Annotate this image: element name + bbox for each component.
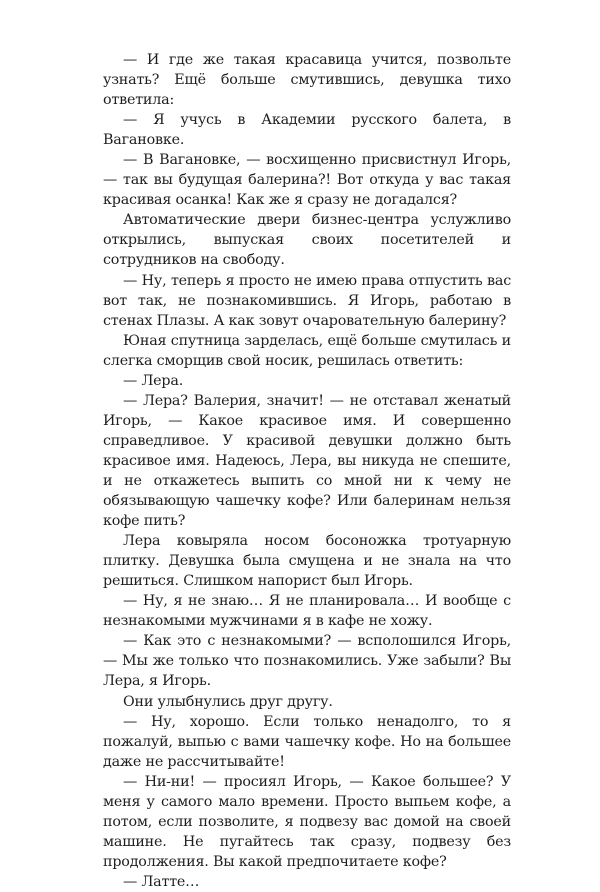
page-text — [103, 50, 511, 892]
paragraph: — Как это с незнакомыми? — всполошился Игорь, — Мы же только что познакомились. Уже забыли? Вы Лера, я Игорь. — [103, 633, 511, 690]
paragraph: — Латте… — [123, 873, 200, 890]
paragraph: Автоматические двери бизнес-центра услужливо открылись, выпуская своих посетителей и сотрудников на свободу. — [103, 212, 511, 269]
paragraph: Они улыбнулись друг другу. — [123, 693, 333, 710]
paragraph: — Я учусь в Академии русского балета, в Вагановке. — [103, 112, 511, 149]
paragraph: — Лера? Валерия, значит! — не отставал женатый Игорь, — Какое красивое имя. И совершенно справедливое. У красивой девушки должно быть красивое имя. Надеюсь, Лера, вы никуда не спешите, и не откажетесь выпить со мной ни к чему не обязывающую чашечку кофе? Или балеринам нельзя кофе пить? — [103, 392, 511, 530]
paragraph: — Ни-ни! — просиял Игорь, — Какое большее? У меня у самого мало времени. Просто выпьем кофе, а потом, если позволите, я подвезу вас домой на своей машине. Не пугайтесь так сразу, подвезу без продолжения. Вы какой предпочитаете кофе? — [103, 773, 511, 870]
paragraph: — Лера. — [123, 372, 184, 389]
paragraph: — Ну, теперь я просто не имею права отпустить вас вот так, не познакомившись. Я Игорь, работаю в стенах Плазы. А как зовут очаровательную балерину? — [103, 272, 511, 329]
paragraph: — Ну, хорошо. Если только ненадолго, то я пожалуй, выпью с вами чашечку кофе. Но на большее даже не рассчитывайте! — [103, 713, 511, 770]
paragraph: — И где же такая красавица учится, позвольте узнать? Ещё больше смутившись, девушка тихо ответила: — [103, 52, 511, 109]
paragraph: Лера ковыряла носом босоножка тротуарную плитку. Девушка была смущена и не знала на что решиться. Слишком напорист был Игорь. — [103, 533, 511, 590]
paragraph: — В Вагановке, — восхищенно присвистнул Игорь, — так вы будущая балерина?! Вот откуда у вас такая красивая осанка! Как же я сразу не догадался? — [103, 152, 511, 209]
paragraph: — Ну, я не знаю… Я не планировала… И вообще с незнакомыми мужчинами я в кафе не хожу. — [103, 593, 511, 630]
paragraph: Юная спутница зарделась, ещё больше смутилась и слегка сморщив свой носик, решилась ответить: — [103, 332, 511, 369]
